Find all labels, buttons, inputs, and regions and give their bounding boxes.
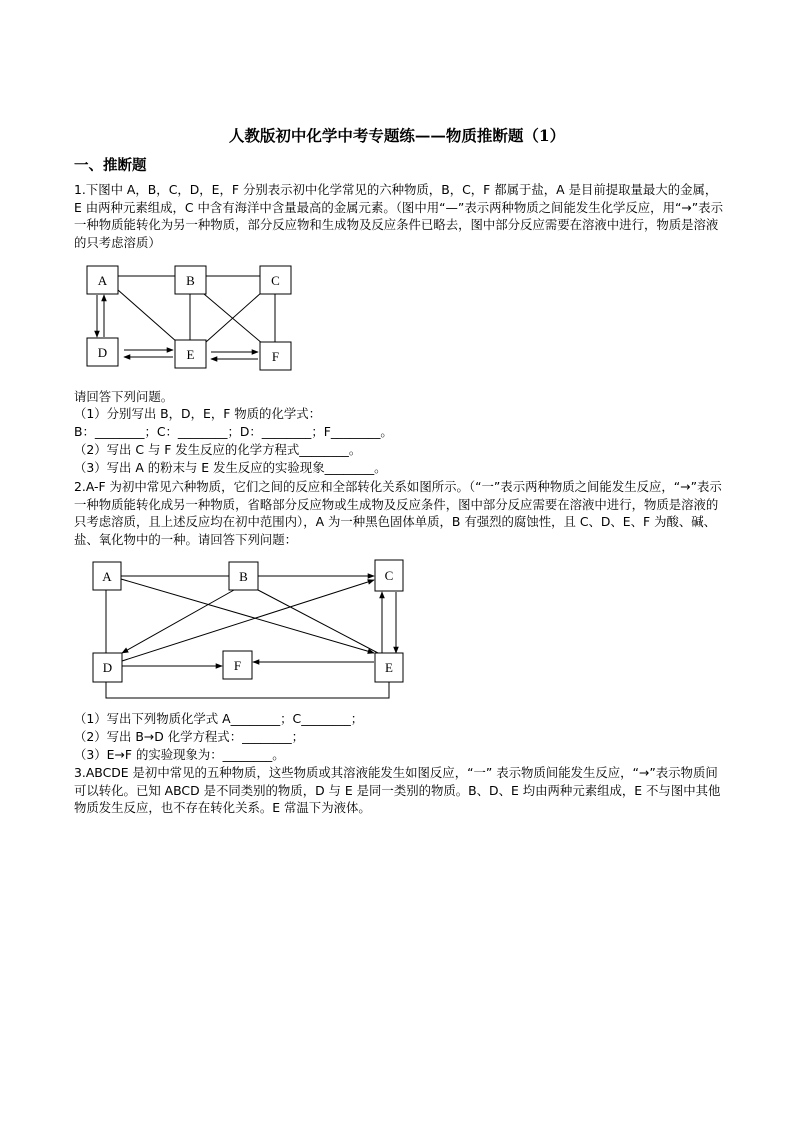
q1-text: 1.下图中 A，B，C，D，E，F 分别表示初中化学常见的六种物质，B，C，F 都属于盐，A 是目前提取量最大的金属，E 由两种元素组成，C 中含有海洋中含量最高的金属元素。（图中用“—”表示两种物质之间能发生化学反应，用“→”表示一种物质能转化为另一种物质，部分反应物和生成物及反应条件已略去，图中部分反应需要在溶液中进行，物质是溶液的只考虑溶质） xyxy=(74,182,723,250)
q2-node-b xyxy=(229,562,258,590)
svg-text:E: E xyxy=(385,660,393,675)
q1-node-f xyxy=(260,342,291,370)
svg-text:F: F xyxy=(271,349,280,364)
section-heading: 一、推断题 xyxy=(74,158,147,174)
page-title: 人教版初中化学中考专题练——物质推断题（1） xyxy=(228,126,566,145)
q1-node-d xyxy=(87,338,118,366)
q2-arrow-b-d xyxy=(122,590,234,653)
q2-edge-d-e xyxy=(106,682,389,698)
q2-node-c xyxy=(375,560,403,591)
svg-text:A: A xyxy=(102,569,112,584)
svg-text:B: B xyxy=(186,273,195,288)
q2-sub3: （3）E→F 的实验现象为：________。 xyxy=(74,747,285,762)
svg-text:D: D xyxy=(102,660,113,675)
q1-sub3: （3）写出 A 的粉末与 E 发生反应的实验现象________。 xyxy=(74,460,387,475)
q1-node-a xyxy=(87,266,118,294)
svg-text:B: B xyxy=(239,569,248,584)
q1-edge-c-e xyxy=(206,292,262,342)
q1-sub1: （1）分别写出 B，D，E，F 物质的化学式： xyxy=(74,406,322,421)
q1-node-b xyxy=(175,266,206,294)
q1-prompt: 请回答下列问题。 xyxy=(74,389,174,404)
q2-node-f xyxy=(223,651,252,679)
q1-node-e xyxy=(175,340,206,368)
svg-text:A: A xyxy=(97,273,108,288)
svg-text:E: E xyxy=(186,347,195,362)
q2-text: 2.A-F 为初中常见六种物质，它们之间的反应和全部转化关系如图所示。（“一”表示两种物质之间能发生反应，“→”表示一种物质能转化成另一种物质，省略部分反应物或生成物及反应条件，图中部分反应需要在溶液中进行，物质是溶液的只考虑溶质，且上述反应均在初中范围内），A 为一种黑色固体单质，B 有强烈的腐蚀性，且 C、D、E、F 为酸、碱、盐、氧化物中的一种。请回答下列问题： xyxy=(74,479,722,547)
q1-diagram xyxy=(80,262,300,377)
svg-text:C: C xyxy=(271,273,280,288)
svg-text:F: F xyxy=(233,658,242,673)
q2-edge-b-e xyxy=(258,590,378,653)
svg-text:C: C xyxy=(384,568,394,583)
q2-sub2: （2）写出 B→D 化学方程式：________； xyxy=(74,729,305,744)
q1-edge-a-e xyxy=(118,290,177,342)
q2-sub1: （1）写出下列物质化学式 A________；C________； xyxy=(74,711,364,726)
q1-sub2: （2）写出 C 与 F 发生反应的化学方程式________。 xyxy=(74,442,362,457)
q1-sub1-blanks: B：________；C：________；D：________；F________。 xyxy=(74,424,393,439)
q2-node-d xyxy=(93,653,122,682)
q3-text: 3.ABCDE 是初中常见的五种物质，这些物质或其溶液能发生如图反应，“一” 表示物质间能发生反应，“→”表示物质间可以转化。已知 ABCD 是不同类别的物质，D 与 E 是同一类别的物质。B、D、E 均由两种元素组成，E 不与图中其他物质发生反应，也不存在转化关系。E 常温下为液体。 xyxy=(74,765,721,816)
q2-diagram xyxy=(86,555,416,705)
q2-arrow-d-c xyxy=(122,580,374,661)
svg-text:D: D xyxy=(97,345,108,360)
q1-node-c xyxy=(260,266,291,294)
q2-node-a xyxy=(93,562,121,590)
q2-node-e xyxy=(375,653,403,682)
